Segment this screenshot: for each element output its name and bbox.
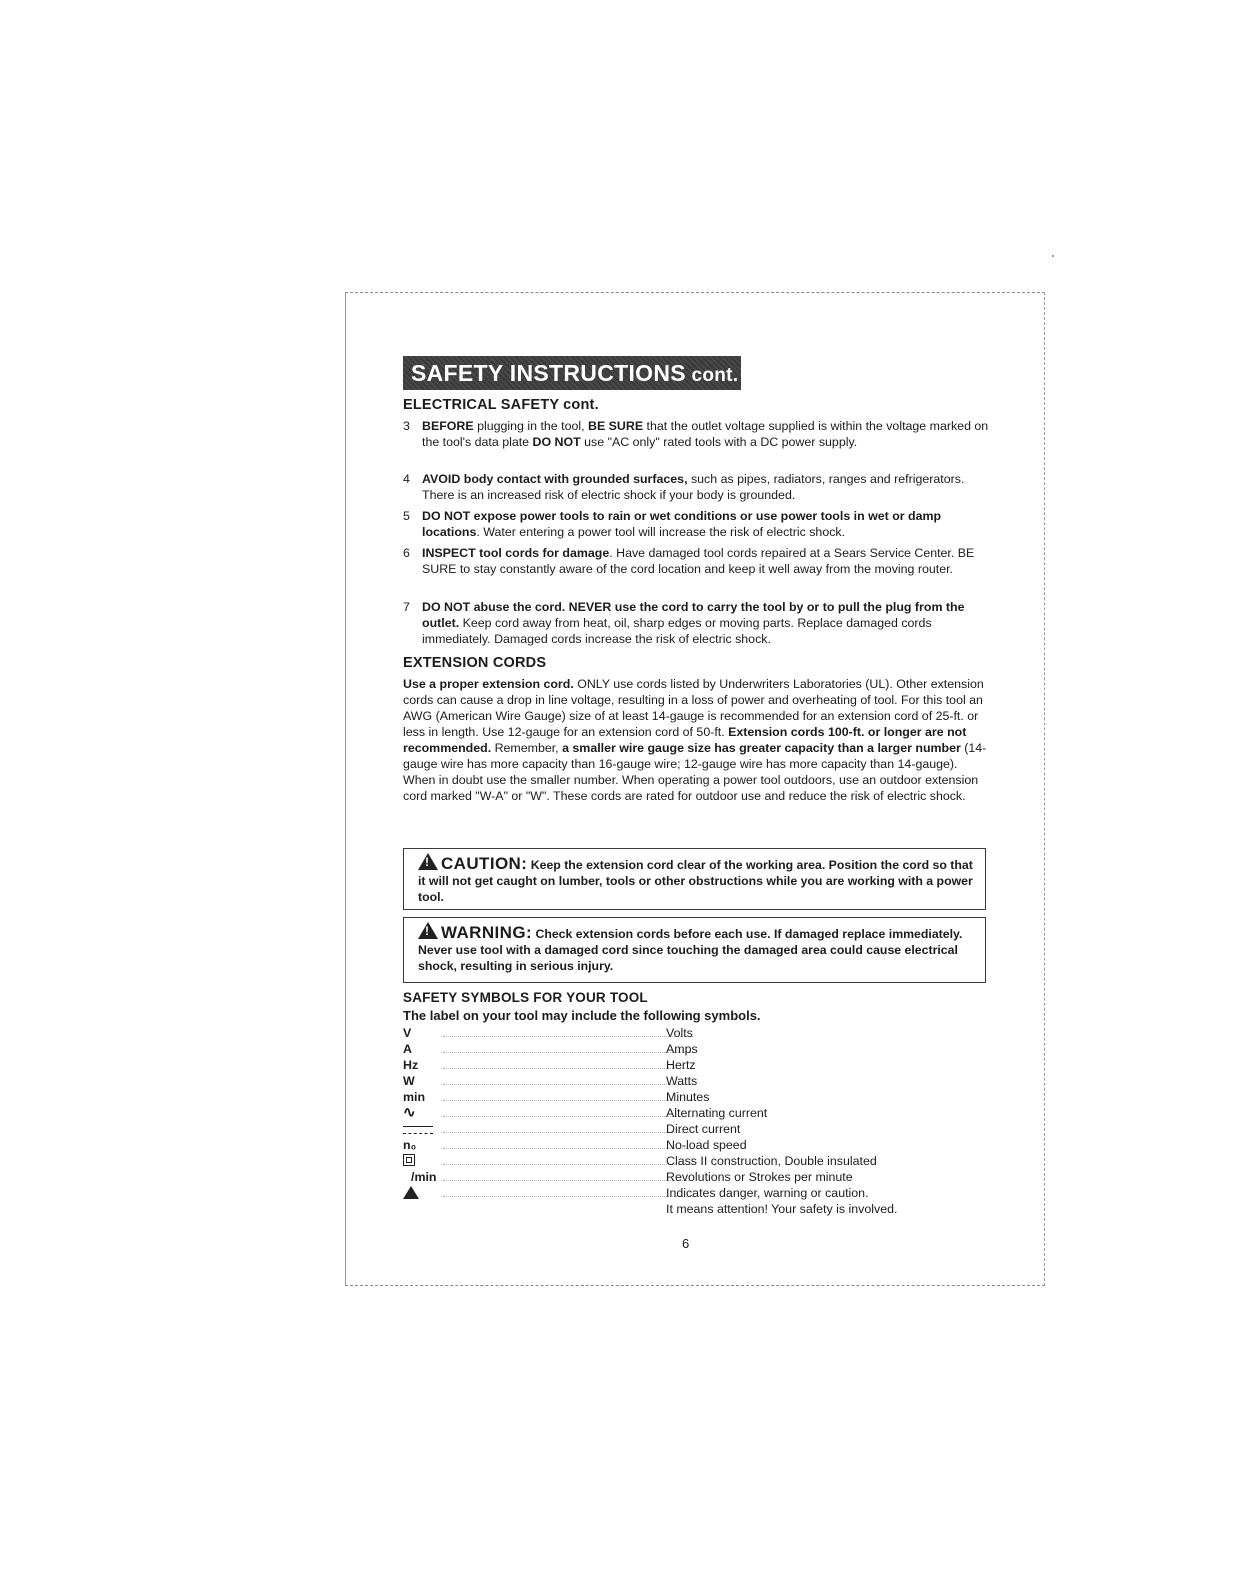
section-banner: SAFETY INSTRUCTIONS cont.: [403, 356, 741, 390]
symbols-intro: The label on your tool may include the following symbols.: [403, 1008, 761, 1023]
symbol-row: n₀ No-load speed: [403, 1138, 747, 1152]
extension-cords-heading: EXTENSION CORDS: [403, 655, 547, 671]
symbol-row: Class II construction, Double insulated: [403, 1153, 993, 1169]
symbol-row: min Minutes: [403, 1090, 710, 1104]
list-item: 5 DO NOT expose power tools to rain or wet conditions or use power tools in wet or damp locations. Water entering a power tool will increase the risk of electric shock.: [403, 509, 942, 539]
symbol-row: Indicates danger, warning or caution.: [403, 1185, 993, 1201]
warning-box: !WARNING: Check extension cords before each use. If damaged replace immediately. Never use tool with a damaged cord since touching the damaged area could cause electrical shock, resulting in serious injury.: [403, 917, 986, 983]
symbol-row: A Amps: [403, 1042, 698, 1056]
warning-triangle-icon: [418, 853, 438, 870]
symbol-row: V Volts: [403, 1026, 693, 1040]
direct-current-icon: [403, 1126, 433, 1134]
class-ii-icon: [403, 1154, 415, 1166]
page-number: 6: [682, 1236, 690, 1251]
symbol-row: Hz Hertz: [403, 1058, 696, 1072]
caution-box: !CAUTION: Keep the extension cord clear of the working area. Position the cord so that it will not get caught on lumber, tools or other obstructions while you are working with a power tool.: [403, 848, 986, 910]
symbol-row: /min Revolutions or Strokes per minute: [411, 1170, 853, 1184]
alternating-current-icon: ∿: [403, 1104, 416, 1121]
list-item: 4 AVOID body contact with grounded surfaces, such as pipes, radiators, ranges and refrigerators. There is an increased risk of electric shock if your body is grounded.: [403, 472, 965, 502]
warning-triangle-icon: [418, 922, 438, 939]
list-item: 3 BEFORE plugging in the tool, BE SURE that the outlet voltage supplied is within the voltage marked on the tool's data plate DO NOT use "AC only" rated tools with a DC power supply.: [403, 419, 989, 449]
symbol-row-continuation: It means attention! Your safety is involved.: [666, 1202, 898, 1216]
symbol-row: Direct current: [403, 1121, 993, 1137]
list-item: 6 INSPECT tool cords for damage. Have damaged tool cords repaired at a Sears Service Center. BE SURE to stay constantly aware of the cord location and keep it well away from the moving router.: [403, 546, 975, 576]
safety-symbols-heading: SAFETY SYMBOLS FOR YOUR TOOL: [403, 990, 648, 1005]
extension-cords-paragraph: Use a proper extension cord. ONLY use cords listed by Underwriters Laboratories (UL). Other extension cords can cause a drop in line voltage, resulting in a loss of power and overheating of tool. For this tool an AWG (American Wire Gauge) size of at least 14-gauge is recommended for an extension cord of 25-ft. or less in length. Use 12-gauge for an extension cord of 50-ft. Extension cords 100-ft. or longer are not recommended. Remember, a smaller wire gauge size has greater capacity than a larger number (14-gauge wire has more capacity than 16-gauge wire; 12-gauge wire has more capacity than 14-gauge). When in doubt use the smaller number. When operating a power tool outdoors, use an outdoor extension cord marked "W-A" or "W". These cords are rated for outdoor use and reduce the risk of electric shock.: [403, 677, 987, 803]
warning-triangle-icon: [403, 1186, 419, 1199]
list-item: 7 DO NOT abuse the cord. NEVER use the cord to carry the tool by or to pull the plug from the outlet. Keep cord away from heat, oil, sharp edges or moving parts. Replace damaged cords immediately. Damaged cords increase the risk of electric shock.: [403, 600, 965, 646]
symbol-row: ∿ Alternating current: [403, 1104, 768, 1121]
stray-mark: [1052, 255, 1054, 257]
symbol-row: W Watts: [403, 1074, 698, 1088]
electrical-safety-heading: ELECTRICAL SAFETY cont.: [403, 397, 599, 413]
